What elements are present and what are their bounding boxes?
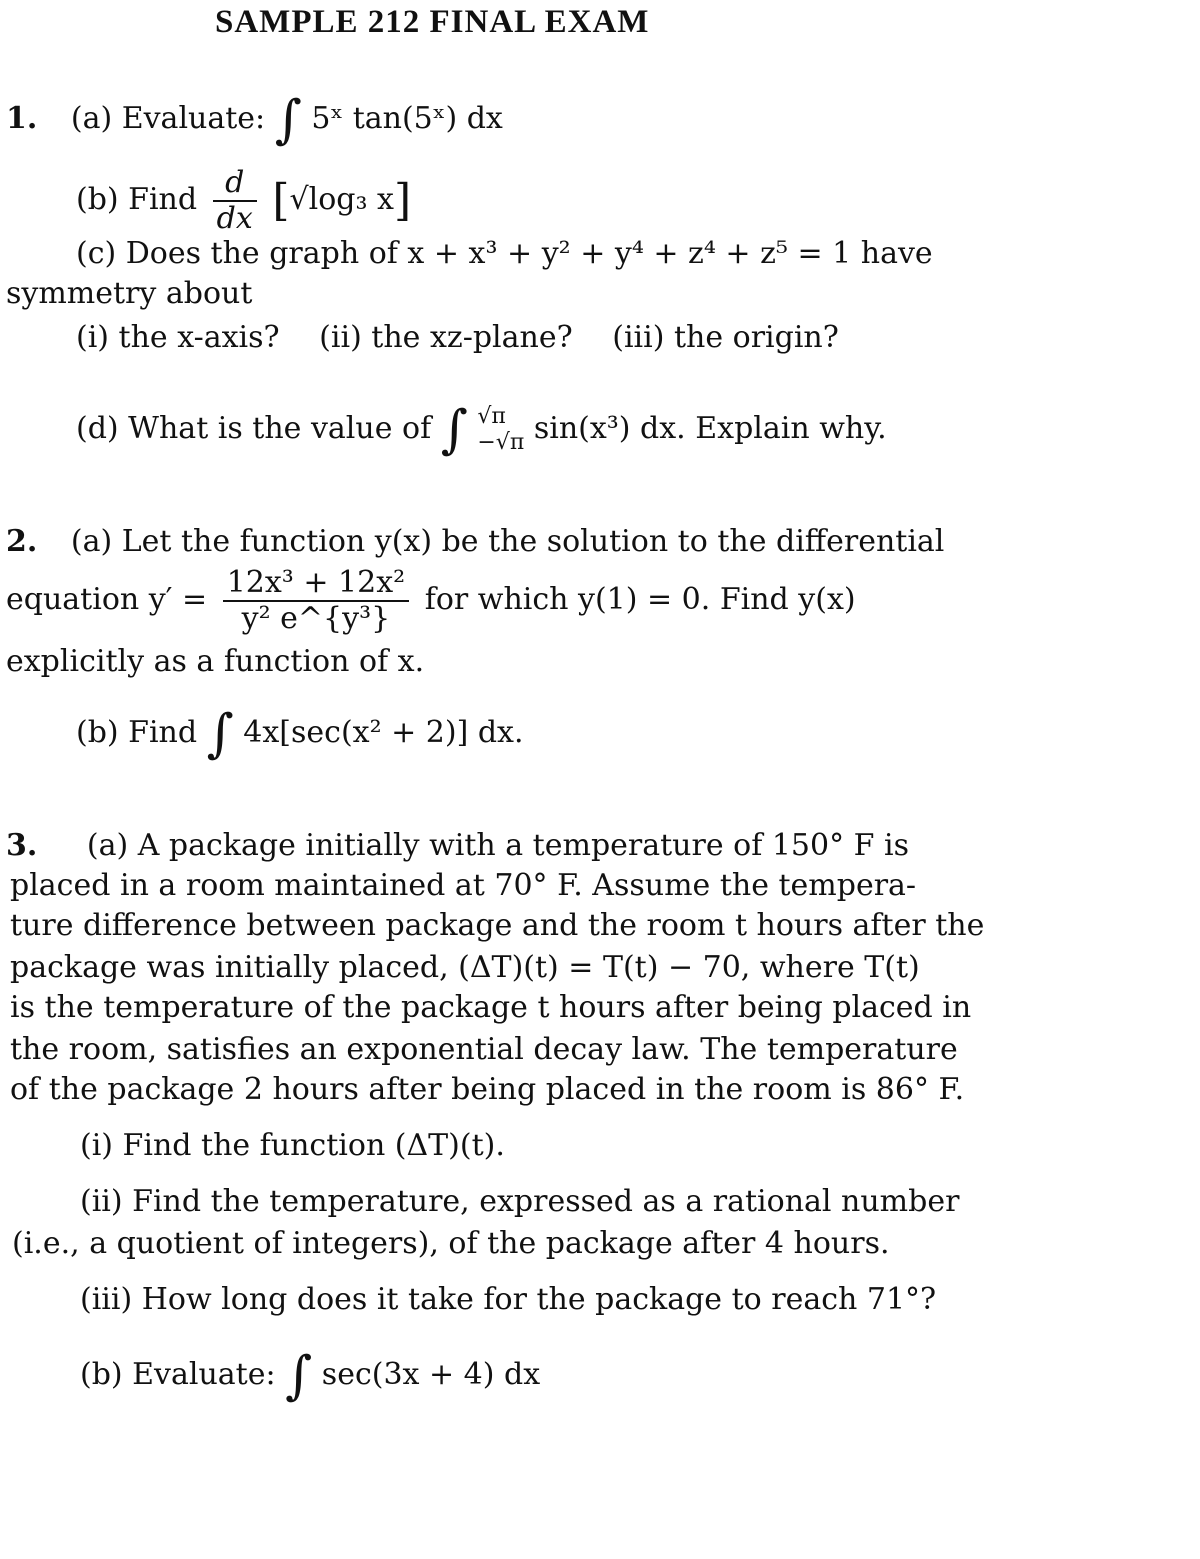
- p1d-label: (d) What is the value of: [76, 411, 432, 446]
- p1c-parts: [76, 320, 839, 356]
- problem-2-number: 2.: [6, 524, 38, 559]
- p3a-part-ii-line1: (ii) Find the temperature, expressed as a rational number: [80, 1184, 960, 1219]
- p1b-label: (b) Find: [76, 182, 198, 217]
- problem-1-part-d: [76, 400, 887, 460]
- definite-integral-sign-icon: ∫: [440, 400, 468, 460]
- p2a-eq-label: equation y′ =: [6, 582, 208, 617]
- p1c-part-iii: (iii) the origin?: [612, 320, 839, 355]
- deriv-top: d: [213, 166, 257, 202]
- integral-sign-icon: ∫: [285, 1346, 313, 1406]
- p1a-label: (a) Evaluate:: [70, 101, 266, 136]
- p3a-part-ii-line2: (i.e., a quotient of integers), of the package after 4 hours.: [12, 1226, 890, 1261]
- p1a-expr: 5ˣ tan(5ˣ) dx: [311, 101, 503, 136]
- p3a-line3: ture difference between package and the room t hours after the: [10, 908, 985, 943]
- problem-3-part-b: [80, 1346, 541, 1406]
- problem-2-equation-line: [6, 566, 856, 636]
- problem-1-part-a: [6, 90, 503, 150]
- p3a-line2: placed in a room maintained at 70° F. Assume the tempera-: [10, 868, 917, 903]
- problem-1-number: 1.: [6, 101, 38, 136]
- p2a-line3: explicitly as a function of x.: [6, 644, 425, 679]
- p3b-label: (b) Evaluate:: [80, 1357, 276, 1392]
- p1c-part-ii: (ii) the xz-plane?: [319, 320, 573, 355]
- p3a-part-iii: (iii) How long does it take for the package to reach 71°?: [80, 1282, 937, 1317]
- right-bracket-icon: ]: [393, 175, 412, 226]
- problem-3-part-a-line1: [6, 828, 909, 864]
- p3a-line1: (a) A package initially with a temperature of 150° F is: [86, 828, 909, 863]
- p2b-label: (b) Find: [76, 715, 198, 750]
- p2a-frac-top: 12x³ + 12x²: [223, 566, 409, 602]
- p3b-expr: sec(3x + 4) dx: [321, 1357, 541, 1392]
- problem-1-part-b: [76, 166, 411, 236]
- p1b-expr: √log₃ x: [289, 182, 394, 217]
- problem-2-part-b: [76, 704, 524, 764]
- p1c-part-i: (i) the x-axis?: [76, 320, 280, 355]
- integral-limits: [477, 404, 524, 456]
- p1d-expr: sin(x³) dx.: [533, 411, 686, 446]
- p1c-line2: symmetry about: [6, 276, 253, 311]
- derivative-operator: [213, 166, 257, 236]
- left-bracket-icon: [: [272, 175, 290, 226]
- lower-limit: −√π: [477, 430, 525, 455]
- p3a-part-i: (i) Find the function (ΔT)(t).: [80, 1128, 505, 1163]
- p3a-line4: package was initially placed, (ΔT)(t) = T(t) − 70, where T(t): [10, 950, 920, 985]
- p1d-tail: Explain why.: [695, 411, 887, 446]
- p3a-line6: the room, satisfies an exponential decay law. The temperature: [10, 1032, 958, 1067]
- p2a-line1: (a) Let the function y(x) be the solution to the differential: [70, 524, 945, 559]
- p3a-line5: is the temperature of the package t hours after being placed in: [10, 990, 972, 1025]
- p2b-expr: 4x[sec(x² + 2)] dx.: [243, 715, 524, 750]
- p1c-line1: (c) Does the graph of x + x³ + y² + y⁴ + z⁴ + z⁵ = 1 have: [76, 236, 933, 271]
- deriv-bot: dx: [216, 201, 253, 236]
- integral-sign-icon: ∫: [206, 704, 234, 764]
- exam-title: SAMPLE 212 FINAL EXAM: [215, 4, 650, 40]
- p2a-condition: for which y(1) = 0. Find y(x): [424, 582, 856, 617]
- problem-3-number: 3.: [6, 828, 38, 863]
- p2a-frac-bot: y² e^{y³}: [241, 601, 391, 636]
- problem-2-part-a-line1: [6, 524, 944, 560]
- p2a-fraction: [223, 566, 409, 636]
- integral-sign-icon: ∫: [274, 90, 302, 150]
- p3a-line7: of the package 2 hours after being placed in the room is 86° F.: [10, 1072, 965, 1107]
- upper-limit: √π: [477, 404, 506, 429]
